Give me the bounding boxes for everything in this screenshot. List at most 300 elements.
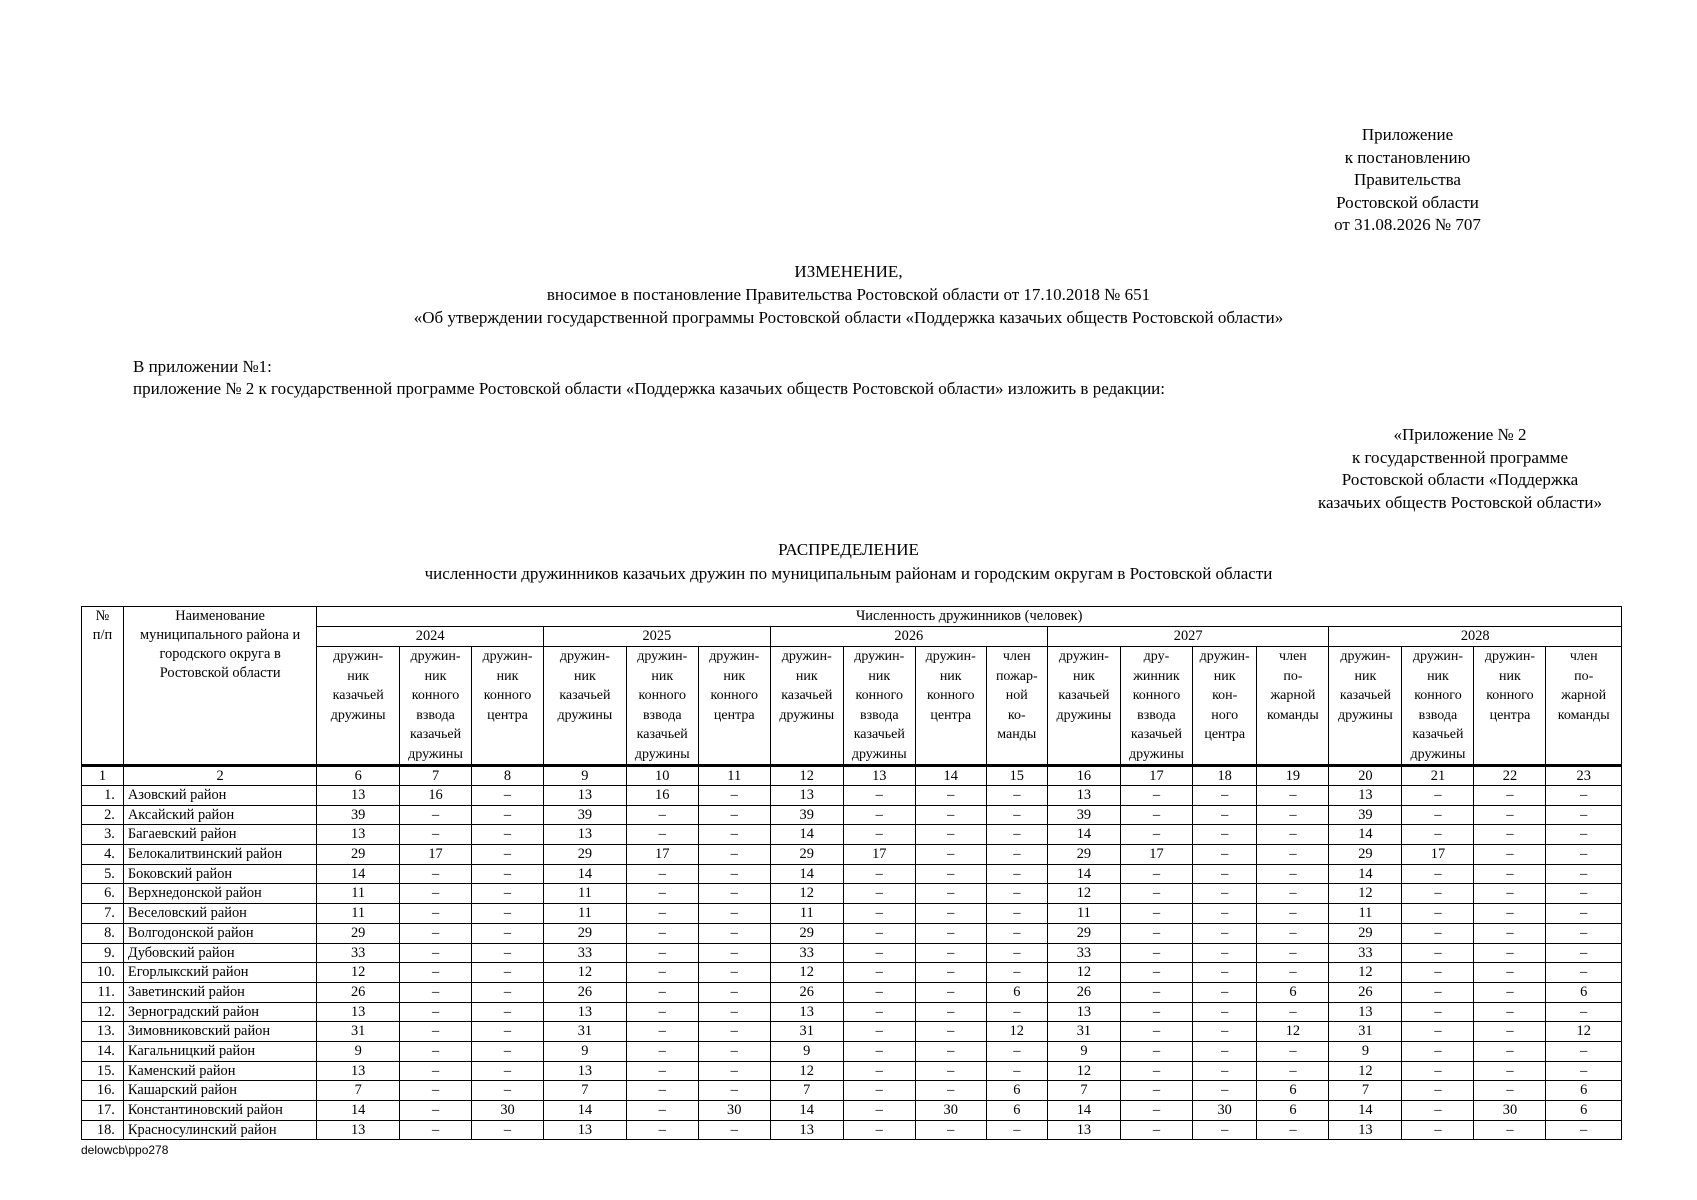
table-cell: – <box>472 845 544 865</box>
table-cell: 13 <box>770 1002 843 1022</box>
header-year: 2025 <box>544 627 771 647</box>
table-cell: – <box>698 864 770 884</box>
table-cell: – <box>986 805 1047 825</box>
table-cell: – <box>1192 786 1256 806</box>
row-number: 3. <box>82 825 124 845</box>
table-cell: 13 <box>317 825 400 845</box>
header-subcolumn: дружин- ник конного взвода казачьей дружины <box>626 647 698 766</box>
row-number: 16. <box>82 1081 124 1101</box>
table-cell: – <box>1402 1120 1474 1140</box>
table-cell: – <box>472 923 544 943</box>
table-cell: – <box>1474 786 1546 806</box>
table-cell: – <box>698 805 770 825</box>
table-cell: 6 <box>986 1101 1047 1121</box>
column-number: 13 <box>843 766 915 786</box>
table-cell: – <box>986 963 1047 983</box>
column-number: 23 <box>1546 766 1622 786</box>
table-cell: – <box>1474 943 1546 963</box>
header-subcolumn: дружин- ник казачьей дружины <box>317 647 400 766</box>
table-row <box>82 1120 1622 1140</box>
table-cell: – <box>626 884 698 904</box>
table-cell: – <box>1474 884 1546 904</box>
table-cell: – <box>472 963 544 983</box>
column-number: 1 <box>82 766 124 786</box>
title-line: ИЗМЕНЕНИЕ, <box>794 262 903 281</box>
table-cell: – <box>1546 1061 1622 1081</box>
title-line: «Об утверждении государственной программы Ростовской области «Поддержка казачьих обществ Ростовской области» <box>413 308 1284 327</box>
table-cell: 13 <box>544 1120 627 1140</box>
table-cell: – <box>400 1061 472 1081</box>
table-cell: 26 <box>544 982 627 1002</box>
table-cell: 14 <box>544 864 627 884</box>
table-cell: – <box>1120 943 1192 963</box>
table-cell: – <box>1192 982 1256 1002</box>
table-cell: – <box>986 786 1047 806</box>
table-cell: – <box>986 845 1047 865</box>
table-cell: – <box>400 943 472 963</box>
table-cell: 30 <box>698 1101 770 1121</box>
row-number: 13. <box>82 1022 124 1042</box>
table-cell: – <box>843 1120 915 1140</box>
table-cell: – <box>1192 1002 1256 1022</box>
table-cell: – <box>1257 845 1329 865</box>
table-cell: – <box>1546 904 1622 924</box>
table-cell: – <box>1474 825 1546 845</box>
table-cell: – <box>843 786 915 806</box>
table-cell: – <box>472 864 544 884</box>
table-cell: – <box>1402 1081 1474 1101</box>
table-cell: – <box>472 884 544 904</box>
table-cell: – <box>472 904 544 924</box>
table-cell: 29 <box>544 845 627 865</box>
header-year: 2027 <box>1047 627 1329 647</box>
table-row <box>82 1061 1622 1081</box>
column-number: 18 <box>1192 766 1256 786</box>
table-cell: 6 <box>1257 1081 1329 1101</box>
table-cell: – <box>1474 845 1546 865</box>
table-cell: – <box>1474 982 1546 1002</box>
column-number: 7 <box>400 766 472 786</box>
table-cell: – <box>626 1041 698 1061</box>
table-cell: – <box>843 923 915 943</box>
table-cell: 11 <box>1329 904 1402 924</box>
table-cell: 14 <box>770 864 843 884</box>
table-cell: 29 <box>770 845 843 865</box>
table-cell: 7 <box>770 1081 843 1101</box>
table-cell: – <box>915 845 986 865</box>
table-cell: 14 <box>544 1101 627 1121</box>
table-title-line: численности дружинников казачьих дружин по муниципальным районам и городским округам в Ростовской области <box>424 564 1273 583</box>
header-subcolumn: дружин- ник казачьей дружины <box>544 647 627 766</box>
column-number: 6 <box>317 766 400 786</box>
row-number: 1. <box>82 786 124 806</box>
table-cell: – <box>843 1081 915 1101</box>
table-cell: – <box>1257 786 1329 806</box>
table-cell: – <box>472 1120 544 1140</box>
row-number: 10. <box>82 963 124 983</box>
header-subcolumn: дружин- ник конного взвода казачьей дружины <box>400 647 472 766</box>
table-cell: 12 <box>770 1061 843 1081</box>
table-row <box>82 963 1622 983</box>
table-cell: 30 <box>472 1101 544 1121</box>
table-cell: – <box>1474 1041 1546 1061</box>
table-cell: – <box>1192 1120 1256 1140</box>
table-cell: – <box>1192 943 1256 963</box>
table-cell: 13 <box>1047 1002 1120 1022</box>
district-name: Зимовниковский район <box>123 1022 316 1042</box>
table-cell: 33 <box>1047 943 1120 963</box>
table-cell: – <box>1546 963 1622 983</box>
table-cell: – <box>1120 825 1192 845</box>
table-cell: 6 <box>1546 1101 1622 1121</box>
table-cell: – <box>915 864 986 884</box>
table-cell: – <box>698 904 770 924</box>
column-number: 22 <box>1474 766 1546 786</box>
table-cell: – <box>472 1022 544 1042</box>
table-cell: – <box>626 1022 698 1042</box>
table-cell: 17 <box>1120 845 1192 865</box>
table-cell: – <box>1402 943 1474 963</box>
header-subcolumn: дружин- ник казачьей дружины <box>1329 647 1402 766</box>
table-cell: – <box>915 1022 986 1042</box>
table-cell: 14 <box>1047 864 1120 884</box>
row-number: 5. <box>82 864 124 884</box>
table-cell: 39 <box>317 805 400 825</box>
document-title <box>0 260 1697 329</box>
table-cell: 12 <box>544 963 627 983</box>
row-number: 2. <box>82 805 124 825</box>
table-cell: 13 <box>1329 786 1402 806</box>
table-cell: – <box>400 904 472 924</box>
table-cell: 12 <box>1047 1061 1120 1081</box>
appendix-line: казачьих обществ Ростовской области» <box>1318 492 1602 512</box>
column-number: 20 <box>1329 766 1402 786</box>
table-cell: – <box>698 1120 770 1140</box>
table-cell: – <box>1546 786 1622 806</box>
table-cell: – <box>1474 1061 1546 1081</box>
district-name: Аксайский район <box>123 805 316 825</box>
table-cell: – <box>915 963 986 983</box>
table-cell: 11 <box>770 904 843 924</box>
table-cell: – <box>472 1081 544 1101</box>
table-cell: – <box>626 963 698 983</box>
table-cell: 30 <box>915 1101 986 1121</box>
table-cell: 39 <box>1047 805 1120 825</box>
table-cell: – <box>472 825 544 845</box>
district-name: Багаевский район <box>123 825 316 845</box>
table-cell: 39 <box>544 805 627 825</box>
table-cell: – <box>915 1061 986 1081</box>
table-row <box>82 825 1622 845</box>
table-cell: – <box>1192 923 1256 943</box>
table-cell: 33 <box>317 943 400 963</box>
table-cell: – <box>1402 1002 1474 1022</box>
table-cell: – <box>698 943 770 963</box>
table-cell: – <box>1402 825 1474 845</box>
header-subcolumn: дружин- ник конного центра <box>472 647 544 766</box>
table-cell: – <box>1402 786 1474 806</box>
table-cell: 26 <box>317 982 400 1002</box>
table-cell: – <box>626 825 698 845</box>
district-name: Красносулинский район <box>123 1120 316 1140</box>
table-cell: – <box>472 1061 544 1081</box>
header-year: 2024 <box>317 627 544 647</box>
table-cell: – <box>1257 963 1329 983</box>
table-cell: – <box>915 884 986 904</box>
table-cell: – <box>1120 1081 1192 1101</box>
table-cell: – <box>698 982 770 1002</box>
table-cell: 6 <box>1257 982 1329 1002</box>
header-subcolumn: дружин- ник казачьей дружины <box>1047 647 1120 766</box>
table-cell: 12 <box>1329 1061 1402 1081</box>
column-number: 8 <box>472 766 544 786</box>
table-cell: – <box>626 1002 698 1022</box>
district-name: Азовский район <box>123 786 316 806</box>
table-cell: – <box>1402 864 1474 884</box>
table-cell: – <box>915 1041 986 1061</box>
table-cell: – <box>400 1101 472 1121</box>
table-cell: – <box>915 805 986 825</box>
table-cell: 6 <box>986 1081 1047 1101</box>
distribution-table <box>81 606 1622 1140</box>
column-number: 19 <box>1257 766 1329 786</box>
table-cell: – <box>843 943 915 963</box>
table-cell: – <box>400 982 472 1002</box>
table-cell: – <box>698 923 770 943</box>
footer-path: delowcb\ppo278 <box>81 1143 169 1157</box>
table-cell: – <box>400 923 472 943</box>
table-cell: 6 <box>1546 982 1622 1002</box>
table-cell: – <box>843 825 915 845</box>
table-cell: – <box>843 1041 915 1061</box>
table-cell: 29 <box>1329 845 1402 865</box>
table-cell: – <box>986 825 1047 845</box>
table-title <box>0 538 1697 586</box>
table-cell: 7 <box>1329 1081 1402 1101</box>
table-cell: – <box>698 963 770 983</box>
table-cell: – <box>698 1081 770 1101</box>
row-number: 14. <box>82 1041 124 1061</box>
column-number: 16 <box>1047 766 1120 786</box>
table-cell: – <box>1546 1041 1622 1061</box>
table-cell: 13 <box>1047 1120 1120 1140</box>
table-cell: – <box>843 1101 915 1121</box>
table-cell: – <box>698 845 770 865</box>
table-cell: 12 <box>1329 963 1402 983</box>
table-cell: 17 <box>400 845 472 865</box>
column-number-row <box>82 766 1622 786</box>
intro-paragraph <box>133 356 1165 400</box>
table-cell: 29 <box>1047 845 1120 865</box>
table-cell: 31 <box>544 1022 627 1042</box>
title-line: вносимое в постановление Правительства Ростовской области от 17.10.2018 № 651 <box>546 285 1151 304</box>
table-cell: 9 <box>770 1041 843 1061</box>
table-cell: – <box>400 864 472 884</box>
district-name: Зерноградский район <box>123 1002 316 1022</box>
table-cell: – <box>1192 1022 1256 1042</box>
table-cell: – <box>915 1081 986 1101</box>
table-cell: – <box>1474 923 1546 943</box>
table-cell: – <box>400 1002 472 1022</box>
table-cell: 14 <box>1329 864 1402 884</box>
table-cell: – <box>1257 1002 1329 1022</box>
table-cell: – <box>626 1120 698 1140</box>
table-cell: 16 <box>400 786 472 806</box>
table-cell: – <box>1474 1002 1546 1022</box>
header-subcolumn: дружин- ник кон- ного центра <box>1192 647 1256 766</box>
table-cell: 14 <box>317 1101 400 1121</box>
table-cell: – <box>1120 904 1192 924</box>
table-cell: – <box>915 786 986 806</box>
table-cell: – <box>1120 982 1192 1002</box>
table-cell: – <box>1257 864 1329 884</box>
table-cell: 31 <box>1047 1022 1120 1042</box>
table-cell: – <box>1402 1101 1474 1121</box>
table-cell: – <box>400 805 472 825</box>
table-cell: 26 <box>770 982 843 1002</box>
table-cell: – <box>1120 805 1192 825</box>
table-cell: 14 <box>770 1101 843 1121</box>
district-name: Кашарский район <box>123 1081 316 1101</box>
district-name: Волгодонской район <box>123 923 316 943</box>
table-cell: 12 <box>1329 884 1402 904</box>
table-cell: 11 <box>544 884 627 904</box>
district-name: Боковский район <box>123 864 316 884</box>
table-cell: – <box>626 805 698 825</box>
table-cell: 7 <box>317 1081 400 1101</box>
table-cell: – <box>1257 884 1329 904</box>
table-cell: – <box>843 1022 915 1042</box>
row-number: 15. <box>82 1061 124 1081</box>
table-cell: 9 <box>1329 1041 1402 1061</box>
table-cell: – <box>1257 904 1329 924</box>
table-cell: 12 <box>770 884 843 904</box>
table-cell: 11 <box>544 904 627 924</box>
header-district-name: Наименование муниципального района и городского округа в Ростовской области <box>123 607 316 766</box>
table-cell: – <box>698 825 770 845</box>
table-cell: – <box>1546 1002 1622 1022</box>
table-cell: – <box>1474 904 1546 924</box>
table-cell: – <box>843 1002 915 1022</box>
header-year: 2026 <box>770 627 1047 647</box>
table-cell: 13 <box>544 825 627 845</box>
table-cell: – <box>1120 786 1192 806</box>
table-row <box>82 786 1622 806</box>
row-number: 6. <box>82 884 124 904</box>
district-name: Егорлыкский район <box>123 963 316 983</box>
row-number: 17. <box>82 1101 124 1121</box>
table-cell: – <box>1192 904 1256 924</box>
table-cell: – <box>626 943 698 963</box>
table-row <box>82 1081 1622 1101</box>
table-cell: – <box>698 1041 770 1061</box>
appendix-line: к государственной программе <box>1351 447 1569 467</box>
table-cell: – <box>1474 1120 1546 1140</box>
table-cell: 26 <box>1329 982 1402 1002</box>
approval-line: Правительства <box>1354 170 1461 189</box>
table-cell: – <box>1546 864 1622 884</box>
table-cell: 14 <box>1047 825 1120 845</box>
table-cell: – <box>1192 864 1256 884</box>
table-cell: 31 <box>770 1022 843 1042</box>
table-cell: – <box>1192 1081 1256 1101</box>
table-cell: – <box>986 864 1047 884</box>
table-cell: 29 <box>317 923 400 943</box>
appendix-line: Ростовской области «Поддержка <box>1341 470 1579 489</box>
table-cell: – <box>915 1002 986 1022</box>
table-cell: 14 <box>1329 825 1402 845</box>
table-cell: – <box>472 786 544 806</box>
table-cell: – <box>1192 805 1256 825</box>
column-number: 17 <box>1120 766 1192 786</box>
district-name: Дубовский район <box>123 943 316 963</box>
table-cell: 33 <box>1329 943 1402 963</box>
table-row <box>82 1101 1622 1121</box>
header-subcolumn: дружин- ник конного центра <box>1474 647 1546 766</box>
table-cell: – <box>698 786 770 806</box>
table-cell: – <box>1546 884 1622 904</box>
table-cell: – <box>915 904 986 924</box>
header-subcolumn: дружин- ник конного взвода казачьей дружины <box>1402 647 1474 766</box>
table-cell: – <box>1120 1101 1192 1121</box>
table-cell: 14 <box>1329 1101 1402 1121</box>
table-cell: – <box>1192 1041 1256 1061</box>
appendix-block <box>1250 424 1670 514</box>
table-cell: – <box>1402 923 1474 943</box>
table-cell: – <box>1120 884 1192 904</box>
table-cell: – <box>986 923 1047 943</box>
table-cell: – <box>472 1002 544 1022</box>
table-cell: – <box>1474 1022 1546 1042</box>
table-cell: – <box>843 963 915 983</box>
table-cell: – <box>986 1041 1047 1061</box>
header-subcolumn: дружин- ник казачьей дружины <box>770 647 843 766</box>
header-year: 2028 <box>1329 627 1622 647</box>
table-cell: 30 <box>1192 1101 1256 1121</box>
table-cell: – <box>698 1022 770 1042</box>
table-cell: – <box>986 1120 1047 1140</box>
appendix-line: «Приложение № 2 <box>1393 425 1527 444</box>
table-cell: – <box>915 943 986 963</box>
column-number: 9 <box>544 766 627 786</box>
table-cell: 31 <box>1329 1022 1402 1042</box>
table-cell: 12 <box>1257 1022 1329 1042</box>
table-cell: 33 <box>544 943 627 963</box>
table-cell: 13 <box>317 1120 400 1140</box>
table-cell: – <box>472 1041 544 1061</box>
table-cell: – <box>1257 923 1329 943</box>
table-cell: – <box>1474 864 1546 884</box>
column-number: 21 <box>1402 766 1474 786</box>
district-name: Заветинский район <box>123 982 316 1002</box>
table-cell: – <box>472 805 544 825</box>
table-cell: – <box>1546 825 1622 845</box>
table-cell: – <box>1120 1120 1192 1140</box>
table-cell: 13 <box>1329 1002 1402 1022</box>
row-number: 4. <box>82 845 124 865</box>
district-name: Верхнедонской район <box>123 884 316 904</box>
row-number: 12. <box>82 1002 124 1022</box>
table-cell: – <box>1402 805 1474 825</box>
table-cell: – <box>1192 825 1256 845</box>
table-cell: 9 <box>1047 1041 1120 1061</box>
table-cell: 14 <box>317 864 400 884</box>
table-cell: – <box>986 884 1047 904</box>
table-cell: – <box>986 943 1047 963</box>
table-cell: – <box>472 943 544 963</box>
table-cell: – <box>843 982 915 1002</box>
table-cell: – <box>1546 805 1622 825</box>
